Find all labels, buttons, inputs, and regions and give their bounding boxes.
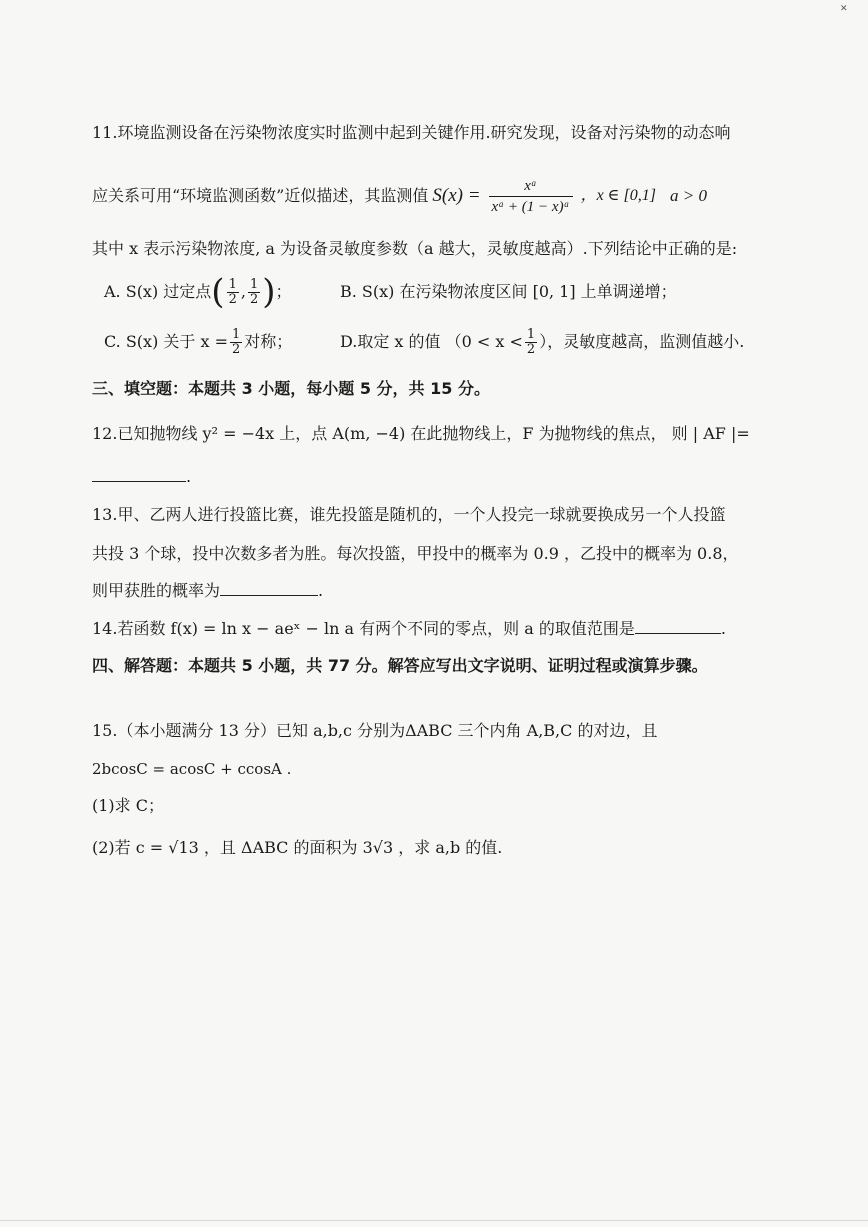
q12-text: 12.已知抛物线 y² = −4x 上，点 A(m, −4) 在此抛物线上，F 为抛物线的焦点， 则 | AF |= (92, 424, 750, 443)
option-a-frac1-den: 2 (228, 291, 237, 307)
q15-part2: (2)若 c = √13 ，且 ΔABC 的面积为 3√3 ，求 a,b 的值. (92, 838, 503, 857)
option-d-suffix: ），灵敏度越高，监测值越小. (539, 332, 745, 351)
q14-text: 14.若函数 f(x) = ln x − aeˣ − ln a 有两个不同的零点，则 a 的取值范围是 (92, 619, 635, 638)
q13-line2: 共投 3 个球，投中次数多者为胜。每次投篮，甲投中的概率为 0.9 ，乙投中的概率为 0.8， (92, 544, 739, 563)
option-c-suffix: 对称； (244, 332, 293, 351)
option-a-tail: ； (275, 282, 292, 301)
q12-end: . (186, 467, 192, 486)
q12-answer-line (92, 466, 808, 488)
q13-line3-text: 则甲获胜的概率为 (92, 581, 221, 600)
option-a-paren-left: ( (211, 272, 225, 312)
q14-end: . (720, 619, 726, 638)
q11-domain: ，x ∈ [0,1] (580, 187, 656, 204)
q13-end: . (318, 581, 324, 600)
corner-mark-icon: ✕ (840, 4, 848, 14)
q11-numerator: xᵃ (524, 177, 537, 194)
section-4-heading: 四、解答题：本题共 5 小题，共 77 分。解答应写出文字说明、证明过程或演算步骤。 (92, 656, 708, 675)
q11-option-b: B. S(x) 在污染物浓度区间 [0, 1] 上单调递增； (340, 282, 677, 301)
option-d-frac (525, 328, 537, 357)
option-c-frac-num: 1 (232, 326, 241, 342)
option-c-frac-den: 2 (232, 341, 241, 357)
option-d-frac-num: 1 (526, 326, 536, 342)
q14-answer-blank[interactable] (635, 619, 721, 634)
option-a-frac2-num: 1 (249, 276, 259, 292)
option-a-frac1 (227, 278, 239, 307)
q13-line3 (92, 580, 808, 602)
option-d-frac-den: 2 (526, 341, 536, 357)
q11-fraction (489, 177, 573, 216)
q15-line1: 15.（本小题满分 13 分）已知 a,b,c 分别为ΔABC 三个内角 A,B,C 的对边，且 (92, 721, 658, 740)
option-c-prefix: C. S(x) 关于 x = (104, 332, 229, 351)
q11-option-c (104, 322, 292, 362)
q11-function-name: S(x) = (432, 185, 481, 206)
option-a-label: A. S(x) 过定点 (104, 282, 212, 301)
option-a-paren-right: ) (262, 272, 276, 312)
page-bottom-edge (0, 1220, 868, 1221)
option-a-frac1-num: 1 (228, 276, 237, 292)
q11-line3: 其中 x 表示污染物浓度, a 为设备灵敏度参数（a 越大，灵敏度越高）.下列结论中正确的是: (92, 239, 738, 258)
q11-condition: a > 0 (669, 186, 707, 205)
q15-part1: (1)求 C； (92, 796, 164, 815)
q11-line1: 11.环境监测设备在污染物浓度实时监测中起到关键作用.研究发现，设备对污染物的动态响 (92, 123, 731, 142)
q11-denominator: xᵃ + (1 − x)ᵃ (491, 198, 570, 215)
option-a-frac2-den: 2 (249, 291, 259, 307)
q12-answer-blank[interactable] (92, 467, 186, 482)
q11-line2 (92, 168, 808, 224)
q13-answer-blank[interactable] (220, 581, 318, 596)
q14-line (92, 618, 808, 640)
q11-option-d (340, 322, 744, 362)
q11-option-a: A. S(x) 过定点 ( $\frac{1}{2}$ , $\frac{1}{2}$ ) ； (104, 272, 292, 312)
q15-line2: 2bcosC = acosC + ccosA . (92, 760, 292, 778)
q11-line2-prefix: 应关系可用“环境监测函数”近似描述，其监测值 (92, 186, 429, 205)
option-d-prefix: D.取定 x 的值 （0 < x < (340, 332, 523, 351)
q13-line1: 13.甲、乙两人进行投篮比赛，谁先投篮是随机的，一个人投完一球就要换成另一个人投篮 (92, 505, 726, 524)
option-a-frac2 (248, 278, 260, 307)
section-3-heading: 三、填空题：本题共 3 小题，每小题 5 分，共 15 分。 (92, 379, 490, 398)
option-c-frac (230, 328, 242, 357)
